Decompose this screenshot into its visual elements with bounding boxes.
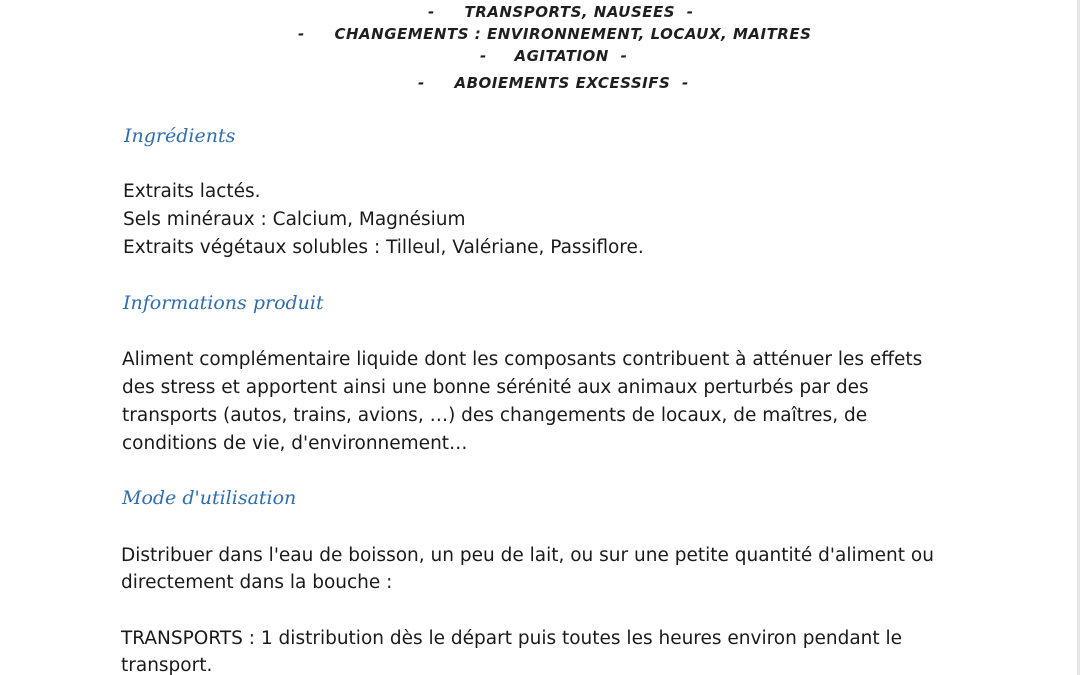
- ingredient-line: Extraits végétaux solubles : Tilleul, Valériane, Passiflore.: [123, 237, 644, 258]
- header-text: AGITATION: [514, 47, 609, 65]
- information-line: conditions de vie, d'environnement…: [122, 433, 468, 454]
- header-dash: -: [428, 3, 435, 21]
- section-title-ingredients: Ingrédients: [124, 125, 236, 147]
- header-line-changements: [298, 25, 811, 43]
- header-dash: -: [686, 3, 694, 21]
- header-line-aboiements: [418, 74, 689, 92]
- header-text: CHANGEMENTS : ENVIRONNEMENT, LOCAUX, MAITRES: [334, 25, 812, 43]
- information-line: transports (autos, trains, avions, …) des changements de locaux, de maîtres, de: [122, 405, 868, 426]
- header-text: ABOIEMENTS EXCESSIFS: [454, 74, 671, 92]
- mode-line: Distribuer dans l'eau de boisson, un peu de lait, ou sur une petite quantité d'aliment ou: [121, 545, 934, 566]
- transport-line: TRANSPORTS : 1 distribution dès le départ puis toutes les heures environ pendant le: [121, 628, 903, 649]
- header-line-agitation: [480, 47, 627, 65]
- header-dash: -: [418, 74, 425, 92]
- information-line: des stress et apportent ainsi une bonne sérénité aux animaux perturbés par des: [122, 377, 869, 398]
- header-line-transports: [428, 3, 694, 21]
- section-title-informations: Informations produit: [123, 292, 324, 314]
- header-dash: -: [682, 74, 689, 92]
- ingredient-line: Extraits lactés.: [123, 181, 261, 202]
- header-dash: -: [298, 25, 305, 43]
- information-line: Aliment complémentaire liquide dont les composants contribuent à atténuer les effets: [122, 349, 923, 370]
- header-dash: -: [620, 47, 628, 65]
- ingredient-line: Sels minéraux : Calcium, Magnésium: [123, 209, 466, 230]
- header-text: TRANSPORTS, NAUSEES: [464, 3, 676, 21]
- section-title-mode: Mode d'utilisation: [122, 487, 297, 509]
- transport-line: transport.: [121, 655, 213, 675]
- header-dash: -: [480, 47, 487, 65]
- mode-line: directement dans la bouche :: [121, 572, 393, 593]
